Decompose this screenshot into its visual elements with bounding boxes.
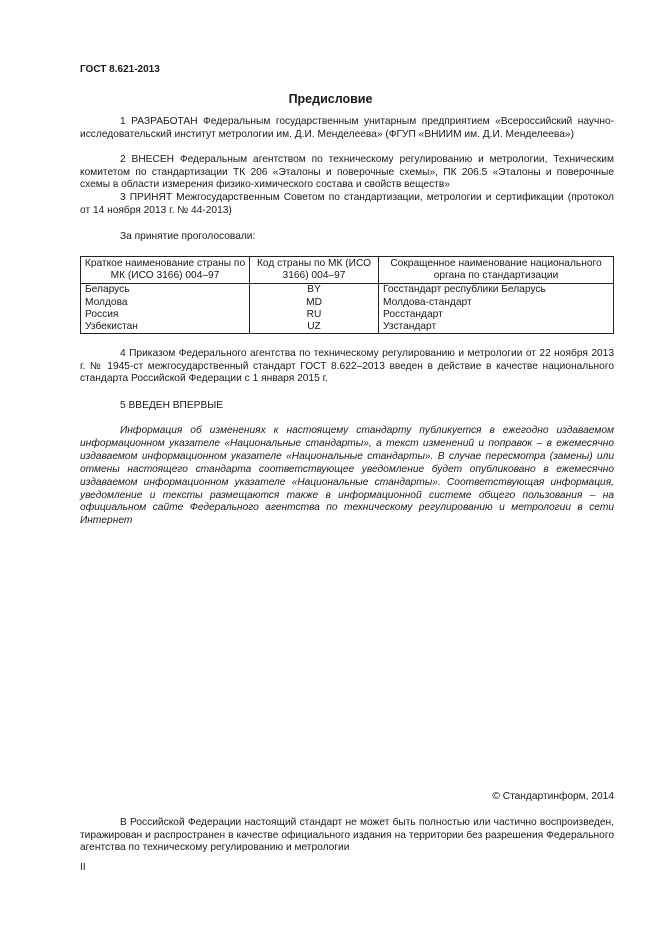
header-code: Код страны по МК (ИСО 3166) 004–97 [250, 257, 379, 284]
section-voting [80, 231, 614, 244]
cell-code: MD [250, 297, 379, 309]
cell-code: RU [250, 309, 379, 321]
cell-country: Молдова [81, 297, 250, 309]
header-country: Краткое наименование страны по МК (ИСО 3166) 004–97 [81, 257, 250, 284]
section-submitted [80, 154, 614, 192]
order-text: 4 Приказом Федерального агентства по техническому регулированию и метрологии от 22 ноября 2013 г. № 1945-ст межгосударственный стандарт ГОСТ 8.622–2013 введен в действие в качестве национального стандарта Российской Федерации с 1 января 2015 г. [80, 348, 614, 385]
adopted-text: 3 ПРИНЯТ Межгосударственным Советом по стандартизации, метрологии и сертификации (протокол от 14 ноября 2013 г. № 44-2013) [80, 192, 614, 216]
table-row [81, 297, 614, 309]
cell-standards-body: Узстандарт [379, 321, 614, 334]
cell-country: Узбекистан [81, 321, 250, 334]
table-row [81, 284, 614, 297]
header-standards-body: Сокращенное наименование национального органа по стандартизации [379, 257, 614, 284]
voting-table [80, 256, 614, 334]
cell-code: BY [250, 284, 379, 297]
table-row [81, 309, 614, 321]
voting-label: За принятие проголосовали: [120, 231, 256, 242]
cell-country: Беларусь [81, 284, 250, 297]
rights-notice-text: В Российской Федерации настоящий стандарт не может быть полностью или частично воспроизведен, тиражирован и распространен в качестве официального издания на территории без разрешения Федерального агентства по техническому регулированию и метрологии [80, 817, 614, 854]
section-adopted [80, 192, 614, 217]
section-info-notice [80, 425, 614, 528]
section-prepared [80, 116, 614, 141]
standard-code: ГОСТ 8.621-2013 [80, 64, 160, 75]
page-number: II [80, 862, 86, 873]
submitted-text: 2 ВНЕСЕН Федеральным агентством по техническому регулированию и метрологии, Техническим комитетом по стандартизации ТК 206 «Эталоны и поверочные схемы», ПК 206.5 «Эталоны и поверочные схемы в области измерения физико-химического состава и свойств веществ» [80, 154, 614, 191]
copyright-notice: © Стандартинформ, 2014 [492, 791, 614, 802]
section-order [80, 348, 614, 386]
section-first-introduced [80, 400, 614, 413]
cell-standards-body: Молдова-стандарт [379, 297, 614, 309]
info-notice-text: Информация об изменениях к настоящему стандарту публикуется в ежегодно издаваемом информационном указателе «Национальные стандарты», а текст изменений и поправок – в ежемесячно издаваемом информационном указателе «Национальные стандарты». В случае пересмотра (замены) или отмены настоящего стандарта соответствующее уведомление будет опубликовано в ежемесячно издаваемом информационном указателе «Национальные стандарты». Соответствующая информация, уведомление и тексты размещаются также в информационной системе общего пользования – на официальном сайте Федерального агентства по техническому регулированию и метрологии в сети Интернет [80, 425, 614, 527]
table-row [81, 321, 614, 334]
page-title: Предисловие [288, 92, 373, 106]
cell-standards-body: Госстандарт республики Беларусь [379, 284, 614, 297]
prepared-text: 1 РАЗРАБОТАН Федеральным государственным унитарным предприятием «Всероссийский научно-исследовательский институт метрологии им. Д.И. Менделеева» (ФГУП «ВНИИМ им. Д.И. Менделеева») [80, 116, 614, 140]
first-introduced-text: 5 ВВЕДЕН ВПЕРВЫЕ [120, 400, 224, 411]
section-rights [80, 817, 614, 855]
table-header-row [81, 257, 614, 284]
cell-country: Россия [81, 309, 250, 321]
cell-code: UZ [250, 321, 379, 334]
cell-standards-body: Росстандарт [379, 309, 614, 321]
